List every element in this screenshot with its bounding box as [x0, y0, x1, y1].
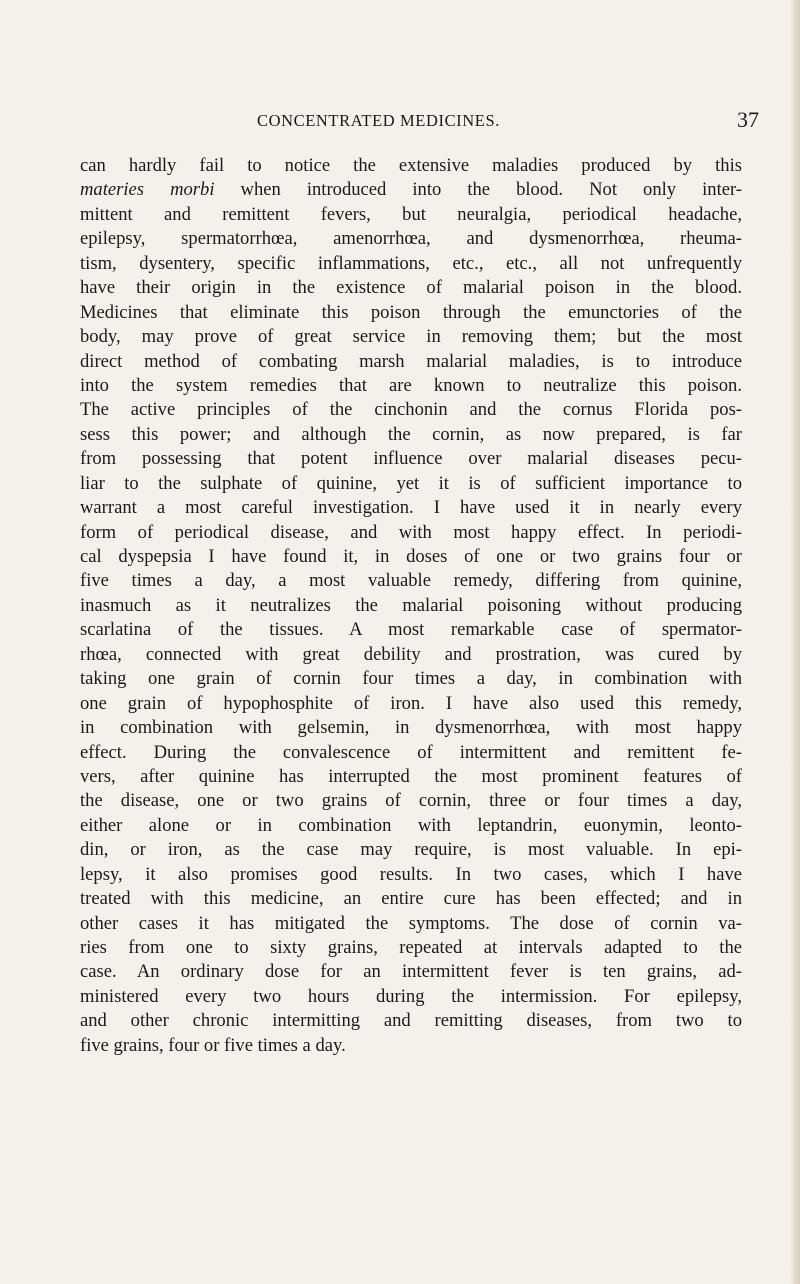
text-line: [80, 423, 742, 447]
text-line-segment: lepsy, it also promises good results. In two cases, which I have: [80, 863, 742, 885]
text-line: [80, 252, 742, 276]
page-number: 37: [737, 107, 759, 132]
text-line-segment: liar to the sulphate of quinine, yet it is of sufficient importance to: [80, 472, 742, 494]
text-line-segment: vers, after quinine has interrupted the most prominent features of: [80, 765, 742, 787]
page-edge: [790, 0, 800, 1284]
text-line: [80, 863, 742, 887]
text-line-segment: mittent and remittent fevers, but neuralgia, periodical headache,: [80, 203, 742, 225]
text-line: [80, 936, 742, 960]
text-line-segment: taking one grain of cornin four times a day, in combination with: [80, 668, 742, 690]
text-line: [80, 789, 742, 813]
text-line: [80, 203, 742, 227]
text-line-segment: can hardly fail to notice the extensive maladies produced by this: [80, 155, 742, 176]
text-line-segment: when introduced into the blood. Not only inter-: [214, 179, 743, 201]
text-line-segment: have their origin in the existence of malarial poison in the blood.: [80, 277, 742, 299]
text-line: [80, 569, 742, 593]
text-line-segment: from possessing that potent influence over malarial diseases pecu-: [80, 448, 742, 470]
italic-term: materies morbi: [80, 179, 215, 201]
text-line-segment: five times a day, a most valuable remedy, differing from quinine,: [80, 570, 742, 592]
text-line: [80, 838, 742, 862]
text-line-segment: The active principles of the cinchonin and the cornus Florida pos-: [80, 399, 742, 421]
text-line-segment: in combination with gelsemin, in dysmenorrhœa, with most happy: [80, 717, 742, 739]
text-line: [80, 912, 742, 936]
text-line: [80, 887, 742, 911]
text-line-segment: into the system remedies that are known to neutralize this poison.: [80, 374, 742, 396]
text-line: [80, 594, 742, 618]
text-line: [80, 276, 742, 300]
text-line-segment: rhœa, connected with great debility and prostration, was cured by: [80, 643, 742, 665]
text-line-segment: Medicines that eliminate this poison through the emunctories of the: [80, 301, 742, 323]
text-line-segment: inasmuch as it neutralizes the malarial poisoning without producing: [80, 594, 742, 616]
text-line: [80, 716, 742, 740]
text-line: [80, 643, 742, 667]
running-title: CONCENTRATED MEDICINES.: [257, 111, 500, 130]
text-line: [80, 178, 742, 202]
text-line-segment: the disease, one or two grains of cornin, three or four times a day,: [80, 790, 742, 812]
text-line-segment: sess this power; and although the cornin, as now prepared, is far: [80, 423, 742, 445]
text-line: [80, 521, 742, 545]
text-line-segment: case. An ordinary dose for an intermittent fever is ten grains, ad-: [80, 961, 742, 983]
text-line-segment: tism, dysentery, specific inflammations, etc., etc., all not unfrequently: [80, 252, 742, 274]
text-line: [80, 667, 742, 691]
text-line: [80, 496, 742, 520]
text-line: [80, 472, 742, 496]
text-line-segment: other cases it has mitigated the symptoms. The dose of cornin va-: [80, 912, 742, 934]
text-line-segment: and other chronic intermitting and remitting diseases, from two to: [80, 1010, 742, 1032]
text-line-segment: epilepsy, spermatorrhœa, amenorrhœa, and dysmenorrhœa, rheuma-: [80, 228, 742, 250]
text-line: [80, 374, 742, 398]
running-head: [0, 107, 800, 137]
text-line-segment: five grains, four or five times a day.: [80, 1034, 346, 1056]
text-line: [80, 765, 742, 789]
text-line: [80, 985, 742, 1009]
text-line: [80, 447, 742, 471]
body-text: [80, 154, 742, 1058]
text-line-segment: one grain of hypophosphite of iron. I have also used this remedy,: [80, 692, 742, 714]
text-line: [80, 154, 742, 178]
text-line: [80, 618, 742, 642]
text-line-segment: treated with this medicine, an entire cure has been effected; and in: [80, 888, 742, 910]
text-line: [80, 692, 742, 716]
text-line: [80, 960, 742, 984]
text-line-segment: ministered every two hours during the intermission. For epilepsy,: [80, 985, 742, 1007]
text-line-segment: scarlatina of the tissues. A most remarkable case of spermator-: [80, 619, 742, 641]
text-line-segment: effect. During the convalescence of intermittent and remittent fe-: [80, 741, 742, 763]
text-line-segment: warrant a most careful investigation. I have used it in nearly every: [80, 497, 742, 519]
text-line: [80, 350, 742, 374]
text-line: [80, 545, 742, 569]
text-line: [80, 741, 742, 765]
text-line: [80, 1009, 742, 1033]
text-line-segment: ries from one to sixty grains, repeated at intervals adapted to the: [80, 937, 742, 958]
text-line-segment: form of periodical disease, and with most happy effect. In periodi-: [80, 521, 742, 543]
text-line: [80, 814, 742, 838]
text-line: [80, 1034, 742, 1058]
text-line-segment: din, or iron, as the case may require, is most valuable. In epi-: [80, 839, 742, 861]
text-line: [80, 325, 742, 349]
text-line-segment: cal dyspepsia I have found it, in doses of one or two grains four or: [80, 546, 742, 567]
text-line-segment: either alone or in combination with leptandrin, euonymin, leonto-: [80, 814, 742, 836]
text-line: [80, 227, 742, 251]
text-line: [80, 301, 742, 325]
text-line-segment: body, may prove of great service in removing them; but the most: [80, 326, 742, 348]
text-line: [80, 398, 742, 422]
text-line-segment: direct method of combating marsh malarial maladies, is to introduce: [80, 350, 742, 372]
